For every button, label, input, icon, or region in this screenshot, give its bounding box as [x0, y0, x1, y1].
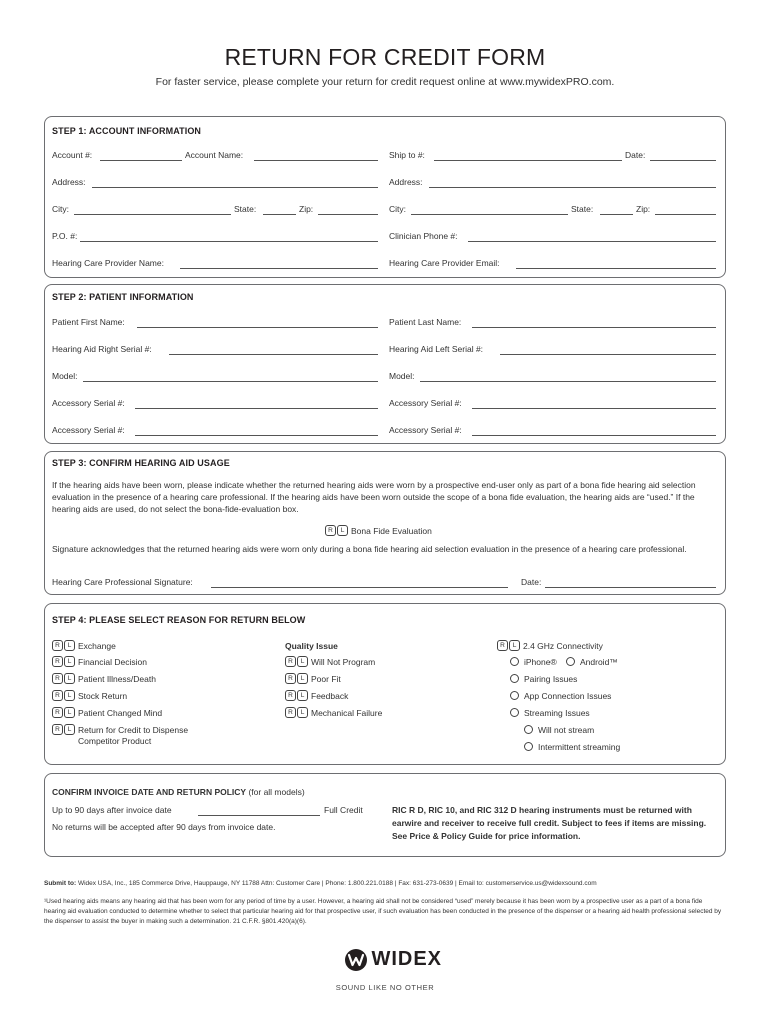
accessory1-right-label: Accessory Serial #: — [389, 398, 462, 408]
account-name-field[interactable] — [254, 160, 378, 161]
right-ear-checkbox[interactable]: R — [52, 656, 63, 667]
android-radio[interactable] — [566, 657, 575, 666]
left-ear-checkbox[interactable]: L — [64, 690, 75, 701]
reason-mechanical-failure[interactable]: R L Mechanical Failure — [285, 707, 382, 718]
po-field[interactable] — [80, 241, 378, 242]
model-left-field[interactable] — [83, 381, 378, 382]
step3-acknowledgement: Signature acknowledges that the returned hearing aids were worn only during a bona fide hearing aid selection evaluation in the presence of a hearing care professional. — [52, 544, 687, 554]
right-ear-checkbox[interactable]: R — [52, 640, 63, 651]
state-right-label: State: — [571, 204, 594, 214]
left-ear-checkbox[interactable]: L — [64, 724, 75, 735]
left-ear-checkbox[interactable]: L — [64, 640, 75, 651]
accessory2-right-field[interactable] — [472, 435, 716, 436]
up-to-90-days-label: Up to 90 days after invoice date — [52, 805, 172, 815]
step1-heading: STEP 1: ACCOUNT INFORMATION — [52, 126, 202, 136]
left-ear-checkbox[interactable]: L — [297, 690, 308, 701]
reason-feedback[interactable]: R L Feedback — [285, 690, 348, 701]
right-ear-checkbox[interactable]: R — [52, 707, 63, 718]
reason-poor-fit[interactable]: R L Poor Fit — [285, 673, 341, 684]
address-right-label: Address: — [389, 177, 423, 187]
left-ear-checkbox[interactable]: L — [297, 656, 308, 667]
submit-line: Submit to: Widex USA, Inc., 185 Commerce Drive, Hauppauge, NY 11788 Attn: Customer Care | Phone: 1.800.221.0188 | Fax: 631-273-0639 | Email to: customerservice.us@widexsound.com — [44, 880, 597, 887]
model-right-field[interactable] — [420, 381, 716, 382]
right-ear-checkbox[interactable]: R — [52, 690, 63, 701]
reason-competitor-product-cont: Competitor Product — [78, 736, 152, 746]
right-ear-checkbox[interactable]: R — [285, 673, 296, 684]
account-number-field[interactable] — [100, 160, 182, 161]
city-left-label: City: — [52, 204, 69, 214]
reason-patient-changed-mind[interactable]: R L Patient Changed Mind — [52, 707, 162, 718]
right-serial-field[interactable] — [169, 354, 378, 355]
model-left-label: Model: — [52, 371, 78, 381]
ship-to-field[interactable] — [434, 160, 622, 161]
page-title: RETURN FOR CREDIT FORM — [224, 44, 546, 70]
patient-last-name-field[interactable] — [472, 327, 716, 328]
reason-patient-illness[interactable]: R L Patient Illness/Death — [52, 673, 156, 684]
ric-note: RIC R D, RIC 10, and RIC 312 D hearing instruments must be returned with earwire and receiver to receive full credit. Subject to fees if items are missing. See Price & Policy Guide for price information. — [392, 805, 707, 841]
right-ear-checkbox[interactable]: R — [497, 640, 508, 651]
state-left-label: State: — [234, 204, 257, 214]
right-ear-checkbox[interactable]: R — [285, 656, 296, 667]
step2-section — [44, 284, 726, 444]
address-left-field[interactable] — [92, 187, 378, 188]
state-left-field[interactable] — [263, 214, 296, 215]
accessory1-left-field[interactable] — [135, 408, 378, 409]
iphone-radio[interactable] — [510, 657, 519, 666]
reason-competitor-product[interactable]: R L Return for Credit to Dispense — [52, 724, 188, 735]
option-pairing-issues[interactable]: Pairing Issues — [510, 673, 577, 684]
widex-logo — [345, 948, 442, 974]
zip-right-label: Zip: — [636, 204, 651, 214]
clinician-phone-field[interactable] — [468, 241, 716, 242]
app-connection-radio[interactable] — [510, 691, 519, 700]
pairing-radio[interactable] — [510, 674, 519, 683]
left-ear-checkbox[interactable]: L — [64, 707, 75, 718]
city-right-label: City: — [389, 204, 406, 214]
quality-issue-heading: Quality Issue — [285, 641, 338, 651]
zip-left-field[interactable] — [318, 214, 378, 215]
left-ear-checkbox[interactable]: L — [337, 525, 348, 536]
page-subtitle: For faster service, please complete your return for credit request online at www.mywidexPRO.com. — [155, 76, 615, 88]
patient-first-name-label: Patient First Name: — [52, 317, 125, 327]
city-right-field[interactable] — [411, 214, 568, 215]
left-serial-field[interactable] — [500, 354, 716, 355]
intermittent-radio[interactable] — [524, 742, 533, 751]
accessory2-left-field[interactable] — [135, 435, 378, 436]
used-hearing-aids-note: ¹Used hearing aids means any hearing aid that has been worn for any period of time by a user. However, a hearing aid shall not be considered “used” merely because it has been worn by a prospective user as a part of a bona fide hearing aid evaluation conducted to determine whether to select that particular hearing aid for that prospective user, if such evaluation has been conducted in the presence of the dispenser or a hearing aid health professional selected by the dispenser to assist the buyer in making such a determination. 21 C.F.R. §801.420(a)(6). — [44, 898, 722, 925]
po-label: P.O. #: — [52, 231, 78, 241]
left-ear-checkbox[interactable]: L — [64, 673, 75, 684]
logo-wordmark: WIDEX — [371, 948, 443, 970]
step2-heading: STEP 2: PATIENT INFORMATION — [52, 292, 194, 302]
full-credit-label: Full Credit — [324, 805, 363, 815]
model-right-label: Model: — [389, 371, 415, 381]
step3-date-field[interactable] — [545, 587, 716, 588]
option-will-not-stream[interactable]: Will not stream — [524, 724, 594, 735]
step3-date-label: Date: — [521, 577, 542, 587]
zip-left-label: Zip: — [299, 204, 314, 214]
patient-last-name-label: Patient Last Name: — [389, 317, 462, 327]
bona-fide-label: Bona Fide Evaluation — [351, 525, 432, 536]
provider-name-label: Hearing Care Provider Name: — [52, 258, 164, 268]
left-ear-checkbox[interactable]: L — [297, 673, 308, 684]
city-left-field[interactable] — [74, 214, 231, 215]
left-ear-checkbox[interactable]: L — [509, 640, 520, 651]
right-ear-checkbox[interactable]: R — [52, 724, 63, 735]
address-right-field[interactable] — [429, 187, 716, 188]
zip-right-field[interactable] — [655, 214, 716, 215]
reason-financial-decision[interactable]: R L Financial Decision — [52, 656, 147, 667]
accessory1-left-label: Accessory Serial #: — [52, 398, 125, 408]
accessory2-right-label: Accessory Serial #: — [389, 425, 462, 435]
left-ear-checkbox[interactable]: L — [297, 707, 308, 718]
reason-will-not-program[interactable]: R L Will Not Program — [285, 656, 375, 667]
left-serial-label: Hearing Aid Left Serial #: — [389, 344, 484, 354]
accessory2-left-label: Accessory Serial #: — [52, 425, 125, 435]
reason-exchange[interactable]: R L Exchange — [52, 640, 116, 651]
option-streaming-issues[interactable]: Streaming Issues — [510, 707, 590, 718]
left-ear-checkbox[interactable]: L — [64, 656, 75, 667]
widex-w-icon — [345, 949, 367, 971]
provider-email-field[interactable] — [516, 268, 716, 269]
invoice-date-field[interactable] — [198, 815, 320, 816]
option-iphone[interactable]: iPhone® — [510, 656, 557, 667]
signature-label: Hearing Care Professional Signature: — [52, 577, 193, 587]
reason-stock-return[interactable]: R L Stock Return — [52, 690, 127, 701]
step1-section — [44, 116, 726, 278]
bona-fide-option[interactable] — [325, 525, 432, 536]
right-serial-label: Hearing Aid Right Serial #: — [52, 344, 152, 354]
provider-name-field[interactable] — [180, 268, 378, 269]
step4-heading: STEP 4: PLEASE SELECT REASON FOR RETURN BELOW — [52, 615, 306, 625]
date-field[interactable] — [650, 160, 716, 161]
patient-first-name-field[interactable] — [137, 327, 378, 328]
right-ear-checkbox[interactable]: R — [325, 525, 336, 536]
step3-section — [44, 451, 726, 595]
no-returns-label: No returns will be accepted after 90 days from invoice date. — [52, 822, 276, 832]
date-label: Date: — [625, 150, 646, 160]
state-right-field[interactable] — [600, 214, 633, 215]
step3-heading: STEP 3: CONFIRM HEARING AID USAGE — [52, 458, 230, 468]
accessory1-right-field[interactable] — [472, 408, 716, 409]
account-number-label: Account #: — [52, 150, 93, 160]
right-ear-checkbox[interactable]: R — [52, 673, 63, 684]
streaming-radio[interactable] — [510, 708, 519, 717]
will-not-stream-radio[interactable] — [524, 725, 533, 734]
ship-to-label: Ship to #: — [389, 150, 425, 160]
reason-connectivity[interactable]: R L 2.4 GHz Connectivity — [497, 640, 603, 651]
signature-field[interactable] — [211, 587, 508, 588]
clinician-phone-label: Clinician Phone #: — [389, 231, 458, 241]
step3-paragraph: If the hearing aids have been worn, please indicate whether the returned hearing aids were worn by a prospective end-user only as part of a bona fide hearing aid selection evaluation in the presence of a hearing care professional. If the hearing aids have been worn outside the scope of a bona fide evaluation, the hearing aids are “used.” If the hearing aids are used, do not select the bona-fide-evaluation box. — [52, 480, 696, 514]
account-name-label: Account Name: — [185, 150, 244, 160]
invoice-heading: CONFIRM INVOICE DATE AND RETURN POLICY (for all models) — [52, 787, 305, 797]
option-app-connection[interactable]: App Connection Issues — [510, 690, 611, 701]
tagline: SOUND LIKE NO OTHER — [335, 983, 435, 992]
right-ear-checkbox[interactable]: R — [285, 690, 296, 701]
address-left-label: Address: — [52, 177, 86, 187]
provider-email-label: Hearing Care Provider Email: — [389, 258, 500, 268]
right-ear-checkbox[interactable]: R — [285, 707, 296, 718]
option-android[interactable]: Android™ — [566, 656, 618, 667]
option-intermittent-streaming[interactable]: Intermittent streaming — [524, 741, 620, 752]
